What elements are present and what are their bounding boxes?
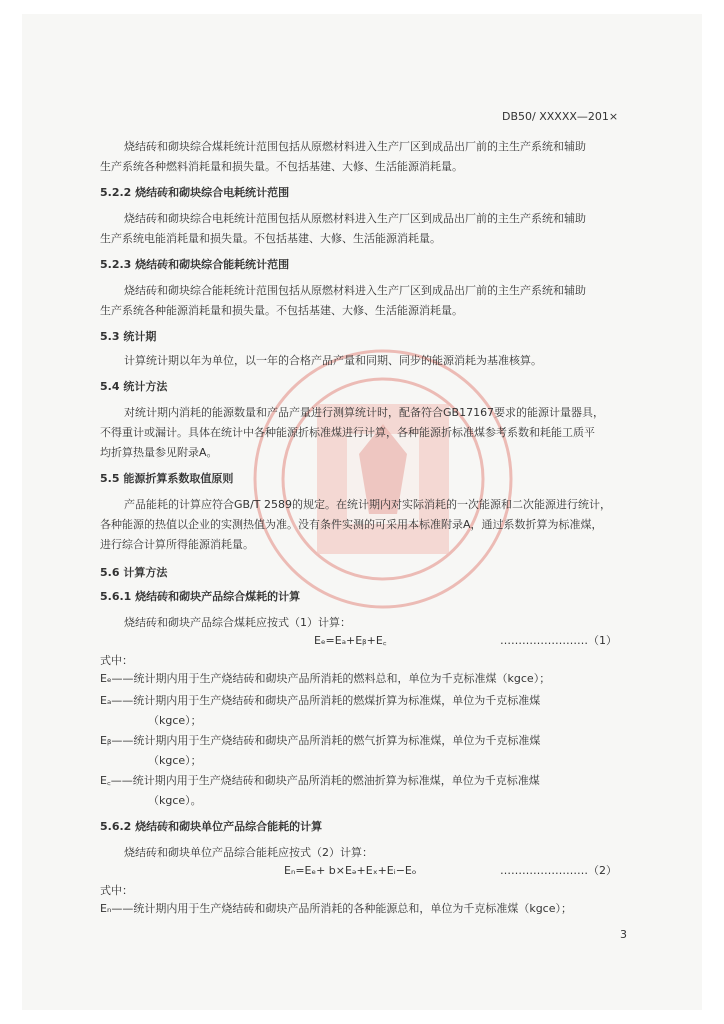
section-heading: 5.2.2 烧结砖和砌块综合电耗统计范围	[100, 186, 290, 199]
section-heading: 5.2.3 烧结砖和砌块综合能耗统计范围	[100, 258, 290, 271]
section-heading: 5.4 统计方法	[100, 380, 168, 393]
document-code: DB50/ XXXXX—201×	[502, 110, 619, 123]
formula-1-number: ……………………（1）	[500, 634, 617, 647]
paragraph-line: 烧结砖和砌块单位产品综合能耗应按式（2）计算：	[124, 846, 373, 859]
page-number: 3	[620, 928, 627, 941]
definition-line: Eₙ——统计期内用于生产烧结砖和砌块产品所消耗的各种能源总和，单位为千克标准煤（kgce）；	[100, 902, 572, 915]
paragraph-line: 均折算热量参见附录A。	[100, 446, 218, 459]
paragraph-line: 不得重计或漏计。具体在统计中各种能源折标准煤进行计算，各种能源折标准煤参考系数和耗能工质平	[100, 426, 595, 439]
where-label: 式中：	[100, 654, 133, 667]
section-heading: 5.6 计算方法	[100, 566, 168, 579]
definition-line: Eₐ——统计期内用于生产烧结砖和砌块产品所消耗的燃煤折算为标准煤，单位为千克标准煤	[100, 694, 541, 707]
paragraph-line: 进行综合计算所得能源消耗量。	[100, 538, 254, 551]
definition-line: E꜀——统计期内用于生产烧结砖和砌块产品所消耗的燃油折算为标准煤，单位为千克标准煤	[100, 774, 540, 787]
paragraph-line: 烧结砖和砌块综合煤耗统计范围包括从原燃材料进入生产厂区到成品出厂前的主生产系统和辅助	[124, 140, 586, 153]
section-heading: 5.6.1 烧结砖和砌块产品综合煤耗的计算	[100, 590, 301, 603]
definition-line: Eᵦ——统计期内用于生产烧结砖和砌块产品所消耗的燃气折算为标准煤，单位为千克标准煤	[100, 734, 541, 747]
section-heading: 5.6.2 烧结砖和砌块单位产品综合能耗的计算	[100, 820, 323, 833]
paragraph-line: 各种能源的热值以企业的实测热值为准。没有条件实测的可采用本标准附录A，通过系数折算为标准煤，	[100, 518, 603, 531]
paragraph-line: 烧结砖和砌块产品综合煤耗应按式（1）计算：	[124, 616, 351, 629]
section-heading: 5.3 统计期	[100, 330, 157, 343]
formula-2-number: ……………………（2）	[500, 864, 617, 877]
definition-line: （kgce）。	[148, 794, 202, 807]
definition-line: Eₑ——统计期内用于生产烧结砖和砌块产品所消耗的燃料总和，单位为千克标准煤（kgce）；	[100, 672, 551, 685]
section-heading: 5.5 能源折算系数取值原则	[100, 472, 234, 485]
paragraph-line: 生产系统电能消耗量和损失量。不包括基建、大修、生活能源消耗量。	[100, 232, 441, 245]
paragraph-line: 对统计期内消耗的能源数量和产品产量进行测算统计时，配备符合GB17167要求的能源计量器具，	[124, 406, 605, 419]
formula-2: Eₙ=Eₑ+ b×Eₔ+Eₓ+Eᵢ−Eₒ	[284, 864, 417, 877]
paragraph-line: 产品能耗的计算应符合GB/T 2589的规定。在统计期内对实际消耗的一次能源和二次能源进行统计，	[124, 498, 611, 511]
paragraph-line: 烧结砖和砌块综合能耗统计范围包括从原燃材料进入生产厂区到成品出厂前的主生产系统和辅助	[124, 284, 586, 297]
definition-line: （kgce）；	[148, 714, 202, 727]
paragraph-line: 生产系统各种燃料消耗量和损失量。不包括基建、大修、生活能源消耗量。	[100, 160, 463, 173]
formula-1: Eₑ=Eₐ+Eᵦ+E꜀	[314, 634, 387, 647]
paragraph-line: 计算统计期以年为单位，以一年的合格产品产量和同期、同步的能源消耗为基准核算。	[124, 354, 542, 367]
document-page	[22, 14, 702, 1010]
paragraph-line: 烧结砖和砌块综合电耗统计范围包括从原燃材料进入生产厂区到成品出厂前的主生产系统和辅助	[124, 212, 586, 225]
definition-line: （kgce）；	[148, 754, 202, 767]
where-label: 式中：	[100, 884, 133, 897]
paragraph-line: 生产系统各种能源消耗量和损失量。不包括基建、大修、生活能源消耗量。	[100, 304, 463, 317]
